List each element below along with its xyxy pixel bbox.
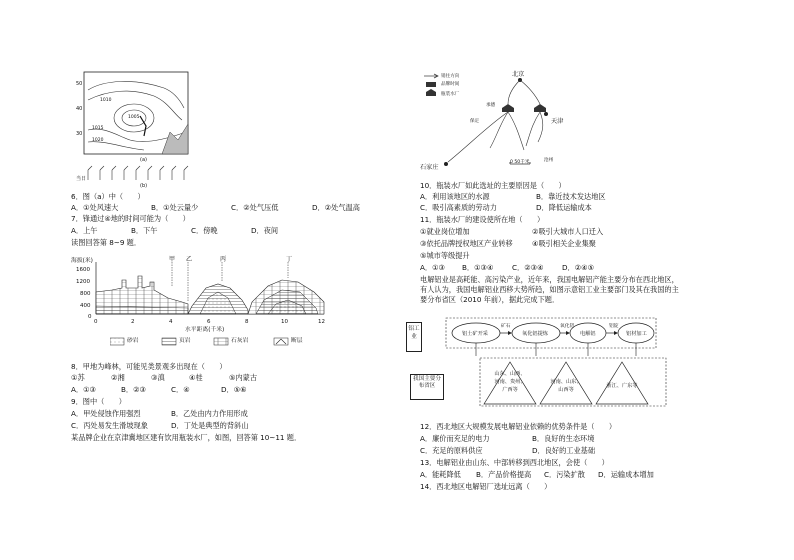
ytick: 1200 <box>76 279 90 285</box>
isobar-label: 1005 <box>128 115 140 120</box>
geologic-profile <box>92 258 332 320</box>
aluminum-industry-label: 铝工业 <box>406 322 422 352</box>
site-yi: 乙 <box>186 256 193 263</box>
option-c[interactable]: C．污染扩散 <box>544 470 585 479</box>
item-4: ④桂 <box>189 373 203 382</box>
option-a[interactable]: A．上午 <box>71 226 98 235</box>
panel-a-label: (a) <box>140 157 147 163</box>
xtick: 8 <box>245 319 249 325</box>
xtick: 10 <box>281 319 288 325</box>
option-c[interactable]: C．傍晚 <box>191 226 218 235</box>
option-d[interactable]: D．降低运输成本 <box>536 203 592 212</box>
legend-limestone: 石灰岩 <box>231 338 249 344</box>
option-a[interactable]: A．廉价而充足的电力 <box>420 434 490 443</box>
lat-label-50: 50 <box>76 81 83 87</box>
lat-label-30: 30 <box>76 131 83 137</box>
map-legend-brand: 品牌时间 <box>441 82 460 87</box>
option-b[interactable]: B．①③④ <box>462 263 494 272</box>
option-c[interactable]: C．②处气压低 <box>231 203 279 212</box>
option-d[interactable]: D．夜间 <box>251 226 279 235</box>
item-4: ④吸引相关企业集聚 <box>532 239 596 248</box>
panel-b-label: (b) <box>140 183 148 189</box>
arrow-ore: 矿石 <box>501 324 511 329</box>
xtick: 4 <box>169 319 173 325</box>
option-b[interactable]: B．靠近技术发达地区 <box>536 192 606 201</box>
intro-10-11: 某品牌企业在京津冀地区建有饮用瓶装水厂，如图，回答第 10~11 题． <box>71 433 302 442</box>
option-a[interactable]: A．①③ <box>71 385 96 394</box>
question-10-stem: 10．瓶装水厂如此选址的主要原因是（ ） <box>420 181 566 190</box>
option-c[interactable]: C．充足的原料供应 <box>420 446 483 455</box>
arrow-alumina: 氧化铝 <box>560 324 575 329</box>
site-jia: 甲 <box>169 256 176 263</box>
map-note: 沧州 <box>544 158 554 163</box>
item-5: ⑤城市等级提升 <box>420 251 470 260</box>
question-9-stem: 9．图中（ ） <box>71 397 126 406</box>
node-aluminum-processing: 铝材加工 <box>626 331 647 337</box>
region-electrolytic: 河南、山东、山西等 <box>550 379 582 393</box>
arrow-ingot: 铝锭 <box>609 324 619 329</box>
option-a[interactable]: A．甲处侵蚀作用强烈 <box>71 409 141 418</box>
node-alumina-refining: 氧化铝提炼 <box>522 331 548 337</box>
option-b[interactable]: B．乙处由内力作用形成 <box>171 409 248 418</box>
item-3: ③依托品牌授权地区产业转移 <box>420 239 513 248</box>
ytick: 400 <box>80 303 91 309</box>
map-legend-direction: 销往方向 <box>441 74 460 79</box>
site-ding: 丁 <box>286 256 293 263</box>
node-bauxite-mining: 铝土矿开采 <box>462 331 488 337</box>
question-6-stem: 6．图（a）中（ ） <box>71 192 145 201</box>
xtick: 12 <box>318 319 325 325</box>
city-chengde: 承德 <box>486 103 496 108</box>
ytick: 0 <box>88 314 92 320</box>
question-7-stem: 7．锋通过④地的时间可能为（ ） <box>71 214 190 223</box>
xtick: 6 <box>207 319 211 325</box>
city-baoding: 保定 <box>470 119 480 124</box>
option-c[interactable]: C．丙处易发生滑坡现象 <box>71 421 148 430</box>
question-13-stem: 13．电解铝业由山东、中部转移到西北地区，会使（ ） <box>420 458 609 467</box>
city-shijiazhuang: 石家庄 <box>420 164 439 171</box>
isobar-label: 1020 <box>92 138 104 143</box>
item-5: ⑤内蒙古 <box>229 373 258 382</box>
question-14-stem: 14．西北地区电解铝厂选址远离（ ） <box>420 482 552 491</box>
time-label: 当日 <box>76 176 87 182</box>
question-11-stem: 11．瓶装水厂的建设使所在地（ ） <box>420 215 545 224</box>
option-b[interactable]: B．良好的生态环境 <box>532 434 595 443</box>
option-c[interactable]: C．吸引高素质的劳动力 <box>420 203 497 212</box>
option-b[interactable]: B．产品价格提高 <box>476 470 532 479</box>
map-scale: 0 50千米 <box>510 160 530 165</box>
city-beijing: 北京 <box>512 71 525 78</box>
option-b[interactable]: B．下午 <box>131 226 158 235</box>
option-b[interactable]: B．①处云量少 <box>151 203 199 212</box>
xtick: 2 <box>131 319 135 325</box>
item-2: ②吸引大城市人口迁入 <box>532 227 604 236</box>
option-b[interactable]: B．②③ <box>121 385 147 394</box>
option-d[interactable]: D．丁处是典型的背斜山 <box>171 421 249 430</box>
question-12-stem: 12．西北地区大规模发展电解铝业依赖的优势条件是（ ） <box>420 422 617 431</box>
option-a[interactable]: A．利用该地区的水源 <box>420 192 490 201</box>
distribution-label: 我国主要分布省区 <box>410 374 444 400</box>
legend-sandstone: 砂岩 <box>127 338 139 344</box>
region-processing: 浙江、广东等 <box>606 383 638 389</box>
option-d[interactable]: D．运输成本增加 <box>598 470 654 479</box>
map-legend-factory: 瓶装水厂 <box>441 92 460 97</box>
option-d[interactable]: D．②处气温高 <box>312 203 360 212</box>
intro-8-9: 读图回答第 8~9 题． <box>71 238 142 247</box>
intro-12-14: 电解铝业是高耗能、高污染产业，近年来，我国电解铝产能主要分布在西北地区，有人认为，我国电解铝业西移大势所趋，如图示意铝工业主要部门及其在我国的主要分布省区（2010 年前），据此完成下题． <box>420 275 679 304</box>
legend-fault: 断层 <box>291 338 303 344</box>
lat-label-40: 40 <box>76 106 83 112</box>
item-1: ①苏 <box>71 373 85 382</box>
isobar-label: 1015 <box>92 126 104 131</box>
isobar-label: 1010 <box>100 98 112 103</box>
item-2: ②湘 <box>111 373 125 382</box>
option-d[interactable]: D．良好的工业基础 <box>532 446 596 455</box>
region-bauxite: 山东、山西、河南、贵州、广西等 <box>494 371 526 393</box>
legend-shale: 页岩 <box>179 338 191 344</box>
option-c[interactable]: C．④ <box>171 385 190 394</box>
option-d[interactable]: D．⑤⑥ <box>221 385 247 394</box>
ytick: 800 <box>80 291 91 297</box>
item-1: ①就业岗位增加 <box>420 227 470 236</box>
option-a[interactable]: A．①③ <box>420 263 445 272</box>
option-a[interactable]: A．①处风速大 <box>71 203 119 212</box>
profile-ylabel: 海拔(米) <box>71 258 93 264</box>
ytick: 1600 <box>76 267 90 273</box>
xtick: 0 <box>94 319 98 325</box>
profile-legend-swatches <box>110 337 320 347</box>
profile-xlabel: 水平距离(千米) <box>185 327 225 333</box>
item-3: ③滇 <box>151 373 165 382</box>
question-8-stem: 8．甲地为峰林，可能见类景观多出现在（ ） <box>71 362 227 371</box>
option-a[interactable]: A．能耗降低 <box>420 470 461 479</box>
site-bing: 丙 <box>220 256 227 263</box>
option-c[interactable]: C．②③④ <box>512 263 544 272</box>
option-d[interactable]: D．②④⑤ <box>562 263 595 272</box>
city-tianjin: 天津 <box>551 118 564 125</box>
node-electrolytic-aluminum: 电解铝 <box>580 331 596 337</box>
